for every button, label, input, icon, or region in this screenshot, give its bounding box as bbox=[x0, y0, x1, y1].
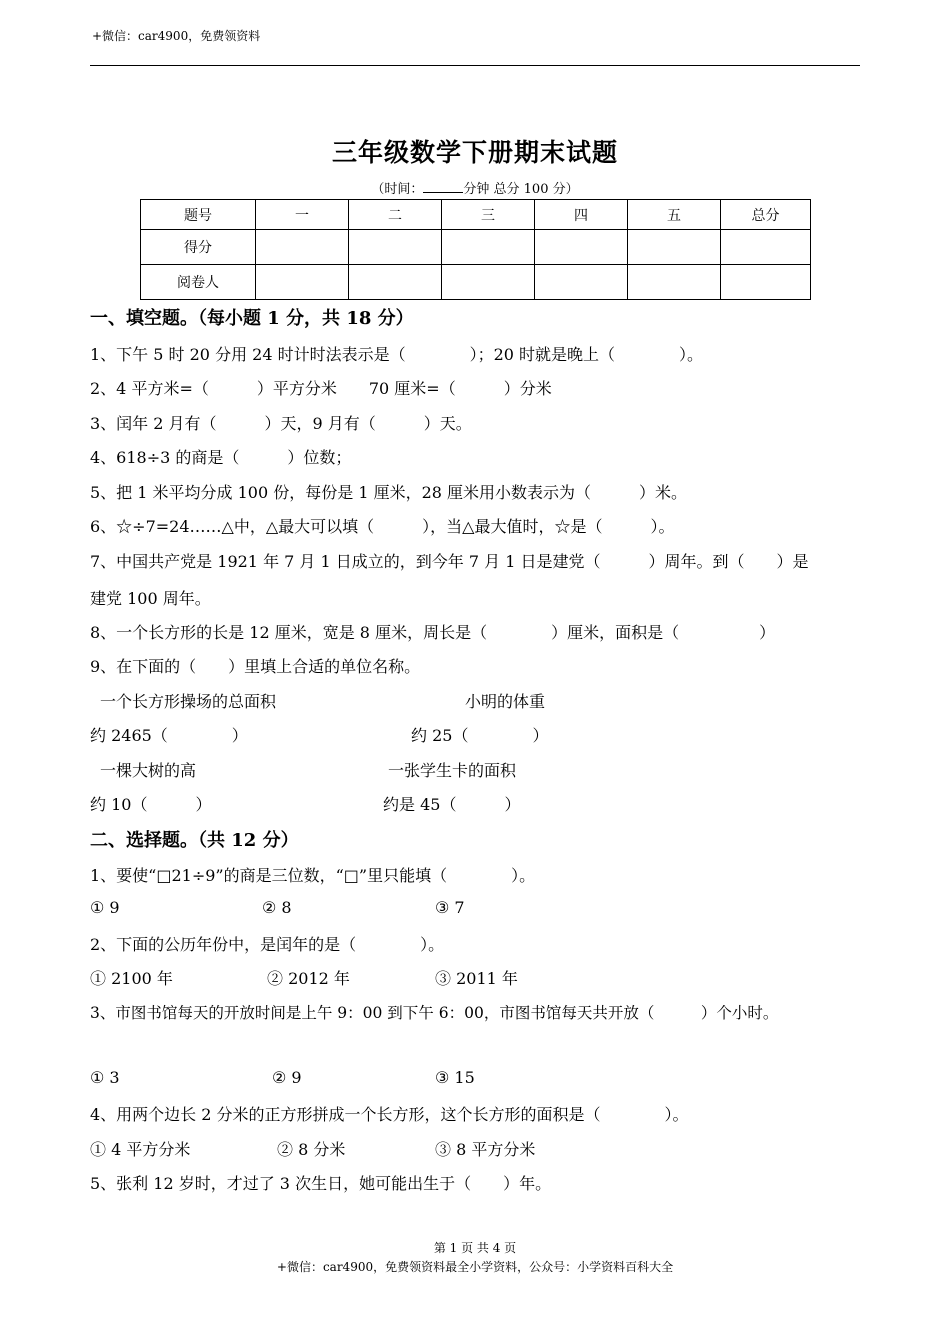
question-1-6: 6、☆÷7=24……△中，△最大可以填（ ），当△最大值时，☆是（ ）。 bbox=[90, 517, 675, 536]
q2-3-option-c: ③ 15 bbox=[435, 1068, 475, 1087]
q2-1-option-c: ③ 7 bbox=[435, 898, 465, 917]
question-2-4: 4、用两个边长 2 分米的正方形拼成一个长方形，这个长方形的面积是（ ）。 bbox=[90, 1105, 689, 1124]
question-1-3: 3、闰年 2 月有（ ）天，9 月有（ ）天。 bbox=[90, 414, 472, 433]
q9-card-label: 一张学生卡的面积 bbox=[388, 761, 517, 780]
score-cell bbox=[628, 230, 721, 265]
question-1-7-line1: 7、中国共产党是 1921 年 7 月 1 日成立的，到今年 7 月 1 日是建党（ ）周年。到（ ）是 bbox=[90, 552, 809, 571]
q2-2-option-b: ② 2012 年 bbox=[267, 969, 350, 988]
score-cell bbox=[535, 230, 628, 265]
page-number: 第 1 页 共 4 页 bbox=[433, 1241, 517, 1255]
q2-4-option-b: ② 8 分米 bbox=[277, 1140, 346, 1159]
score-cell bbox=[442, 230, 535, 265]
score-cell bbox=[721, 230, 811, 265]
question-2-3: 3、市图书馆每天的开放时间是上午 9：00 到下午 6：00，市图书馆每天共开放（ ）个小时。 bbox=[90, 1004, 779, 1022]
q9-weight-blank: 约 25（ ） bbox=[411, 726, 549, 745]
section2-heading: 二、选择题。（共 12 分） bbox=[90, 830, 299, 851]
score-cell bbox=[256, 230, 349, 265]
q2-3-option-a: ① 3 bbox=[90, 1068, 120, 1087]
subtitle-prefix: （时间： bbox=[371, 182, 424, 197]
time-blank bbox=[423, 180, 463, 193]
header-rule bbox=[90, 65, 860, 66]
q2-4-option-a: ① 4 平方分米 bbox=[90, 1140, 191, 1159]
score-table-header-row bbox=[141, 200, 811, 230]
page-title: 三年级数学下册期末试题 bbox=[331, 138, 618, 167]
q2-1-option-b: ② 8 bbox=[262, 898, 292, 917]
row-label: 得分 bbox=[141, 230, 256, 265]
q9-weight-label: 小明的体重 bbox=[465, 692, 546, 711]
footer-note: +微信：car4900，免费领资料最全小学资料，公众号：小学资料百科大全 bbox=[276, 1260, 674, 1274]
q2-2-option-c: ③ 2011 年 bbox=[435, 969, 518, 988]
q2-1-option-a: ① 9 bbox=[90, 898, 120, 917]
q9-playground-label: 一个长方形操场的总面积 bbox=[100, 692, 277, 711]
grader-cell bbox=[256, 265, 349, 300]
header-cell: 五 bbox=[628, 200, 721, 230]
question-1-8: 8、一个长方形的长是 12 厘米，宽是 8 厘米，周长是（ ）厘米，面积是（ ） bbox=[90, 623, 776, 642]
header-note: +微信：car4900，免费领资料 bbox=[92, 29, 261, 43]
question-1-2: 2、4 平方米=（ ）平方分米 70 厘米=（ ）分米 bbox=[90, 379, 552, 398]
header-cell: 二 bbox=[349, 200, 442, 230]
question-1-9: 9、在下面的（ ）里填上合适的单位名称。 bbox=[90, 657, 421, 676]
header-cell: 总分 bbox=[721, 200, 811, 230]
score-table bbox=[140, 199, 811, 300]
question-2-5: 5、张利 12 岁时，才过了 3 次生日，她可能出生于（ ）年。 bbox=[90, 1174, 552, 1193]
exam-subtitle bbox=[0, 178, 950, 197]
question-1-4: 4、618÷3 的商是（ ）位数； bbox=[90, 448, 352, 467]
section1-heading: 一、填空题。（每小题 1 分，共 18 分） bbox=[90, 308, 414, 329]
q9-tree-label: 一棵大树的高 bbox=[100, 761, 197, 780]
q2-4-option-c: ③ 8 平方分米 bbox=[435, 1140, 536, 1159]
score-cell bbox=[349, 230, 442, 265]
grader-cell bbox=[721, 265, 811, 300]
q9-tree-blank: 约 10（ ） bbox=[90, 795, 212, 814]
header-cell: 四 bbox=[535, 200, 628, 230]
grader-cell bbox=[442, 265, 535, 300]
grader-cell bbox=[535, 265, 628, 300]
grader-cell bbox=[349, 265, 442, 300]
q9-card-blank: 约是 45（ ） bbox=[383, 795, 521, 814]
subtitle-suffix: 分钟 总分 100 分） bbox=[463, 182, 579, 197]
score-row bbox=[141, 230, 811, 265]
header-cell: 三 bbox=[442, 200, 535, 230]
question-2-2: 2、下面的公历年份中，是闰年的是（ ）。 bbox=[90, 935, 445, 954]
q2-2-option-a: ① 2100 年 bbox=[90, 969, 173, 988]
header-cell: 题号 bbox=[141, 200, 256, 230]
q2-3-option-b: ② 9 bbox=[272, 1068, 302, 1087]
question-1-7-line2: 建党 100 周年。 bbox=[90, 589, 211, 608]
question-1-5: 5、把 1 米平均分成 100 份，每份是 1 厘米，28 厘米用小数表示为（ ）米。 bbox=[90, 483, 688, 502]
header-cell: 一 bbox=[256, 200, 349, 230]
grader-cell bbox=[628, 265, 721, 300]
grader-row bbox=[141, 265, 811, 300]
q9-playground-blank: 约 2465（ ） bbox=[90, 726, 248, 745]
question-2-1: 1、要使“□21÷9”的商是三位数，“□”里只能填（ ）。 bbox=[90, 866, 536, 885]
row-label: 阅卷人 bbox=[141, 265, 256, 300]
question-1-1: 1、下午 5 时 20 分用 24 时计时法表示是（ ）；20 时就是晚上（ ）。 bbox=[90, 345, 704, 364]
